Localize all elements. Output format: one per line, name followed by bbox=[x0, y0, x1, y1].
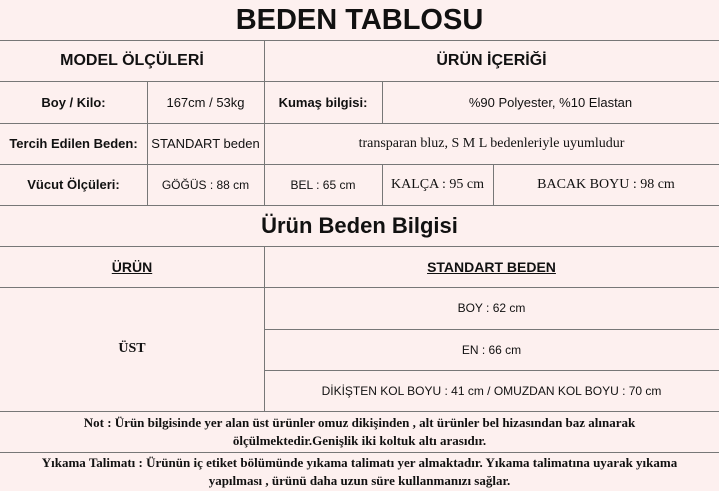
grid-line bbox=[493, 164, 494, 205]
width-value: EN : 66 cm bbox=[461, 342, 522, 357]
preferred-size-note: transparan bluz, S M L bedenleriyle uyumludur bbox=[358, 135, 625, 151]
body-measurements-label: Vücut Ölçüleri: bbox=[27, 177, 120, 192]
preferred-size-label: Tercih Edilen Beden: bbox=[9, 136, 138, 151]
product-content-heading: ÜRÜN İÇERİĞİ bbox=[436, 51, 547, 69]
height-weight-value: 167cm / 53kg bbox=[166, 94, 245, 110]
grid-line bbox=[0, 205, 719, 206]
hips-value: KALÇA : 95 cm bbox=[391, 176, 484, 192]
grid-line bbox=[264, 40, 265, 205]
grid-line bbox=[0, 411, 719, 412]
standard-size-column-header: STANDART BEDEN bbox=[427, 258, 556, 275]
preferred-size-value: STANDART beden bbox=[151, 136, 260, 151]
grid-line bbox=[0, 452, 719, 453]
waist-value: BEL : 65 cm bbox=[290, 177, 356, 192]
grid-line bbox=[0, 123, 719, 124]
grid-line bbox=[0, 287, 719, 288]
grid-line bbox=[0, 164, 719, 165]
leg-length-value: BACAK BOYU : 98 cm bbox=[537, 176, 675, 192]
chest-value: GÖĞÜS : 88 cm bbox=[161, 177, 250, 192]
grid-line bbox=[0, 40, 719, 41]
washing-instruction bbox=[0, 452, 719, 491]
measurement-note-line-2: ölçülmektedir.Genişlik iki koltuk altı arasıdır. bbox=[232, 432, 487, 448]
length-value: BOY : 62 cm bbox=[457, 301, 526, 315]
grid-line bbox=[0, 246, 719, 247]
washing-instruction-line-1: Yıkama Talimatı : Ürünün iç etiket bölümünde yıkama talimatı yer almaktadır. Yıkama talimatına uyarak yıkama bbox=[41, 454, 678, 470]
product-size-heading: Ürün Beden Bilgisi bbox=[261, 212, 458, 238]
fabric-label: Kumaş bilgisi: bbox=[278, 94, 368, 110]
grid-line bbox=[382, 81, 383, 123]
fabric-value: %90 Polyester, %10 Elastan bbox=[468, 94, 633, 110]
product-column-header: ÜRÜN bbox=[111, 258, 153, 275]
grid-line bbox=[0, 81, 719, 82]
washing-instruction-line-2: yapılması , ürünü daha uzun süre kullanmanızı sağlar. bbox=[208, 472, 511, 488]
model-measurements-heading: MODEL ÖLÇÜLERİ bbox=[60, 51, 204, 69]
page-title: BEDEN TABLOSU bbox=[235, 3, 484, 36]
grid-line bbox=[264, 329, 719, 330]
top-garment-label: ÜST bbox=[118, 341, 146, 356]
grid-line bbox=[264, 246, 265, 411]
grid-line bbox=[147, 81, 148, 205]
grid-line bbox=[264, 370, 719, 371]
measurement-note bbox=[0, 411, 719, 452]
sleeve-value: DİKİŞTEN KOL BOYU : 41 cm / OMUZDAN KOL BOYU : 70 cm bbox=[321, 383, 662, 398]
height-weight-label: Boy / Kilo: bbox=[41, 94, 106, 110]
grid-line bbox=[382, 164, 383, 205]
measurement-note-line-1: Not : Ürün bilgisinde yer alan üst ürünler omuz dikişinden , alt ürünler bel hizasından baz alınarak bbox=[83, 414, 636, 430]
